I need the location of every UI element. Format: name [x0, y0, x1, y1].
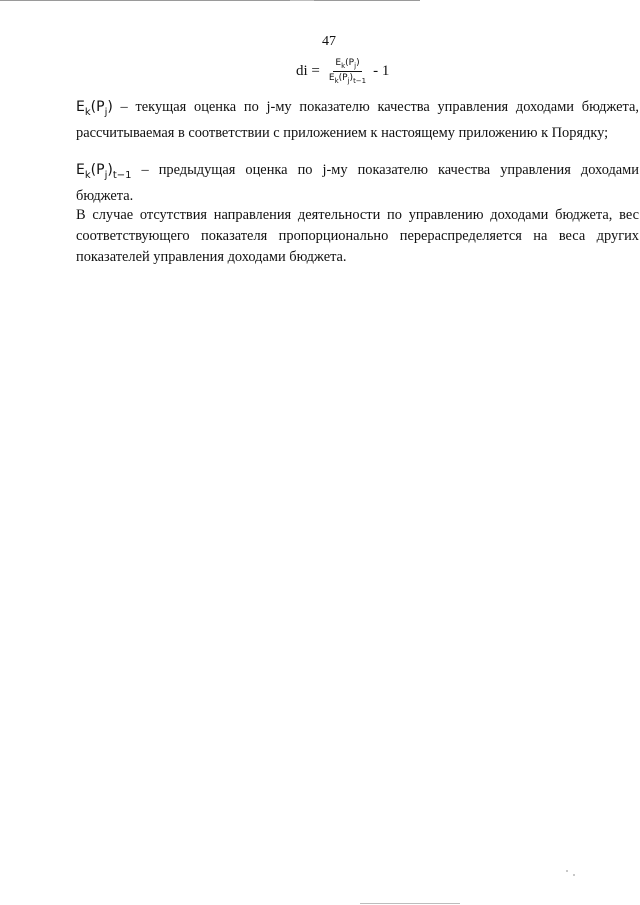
scan-top-edge	[0, 0, 420, 1]
paragraph-previous-estimate	[48, 160, 639, 207]
scan-bottom-edge	[360, 903, 460, 904]
scan-speck	[573, 874, 575, 876]
scan-top-mark	[290, 0, 314, 1]
formula-tail: - 1	[373, 62, 390, 79]
formula-lhs: di =	[296, 62, 320, 79]
formula-numerator: $E_k(P_j)$	[335, 58, 360, 70]
paragraph-weight-redistribution: В случае отсутствия направления деятельности по управлению доходами бюджета, вес соответствующего показателя пропорционально перераспределяется на веса других показателей управления доходами бюджета.	[76, 207, 639, 265]
paragraph-current-estimate	[48, 97, 639, 144]
symbol-ek-pj: $E_k(P_j)$	[76, 99, 113, 118]
formula-fraction	[329, 58, 366, 85]
symbol-ek-pj-t1: $E_k(P_j)_{t-1}$	[76, 162, 132, 181]
paragraph-text: – текущая оценка по j-му показателю качества управления доходами бюджета, рассчитываемая в соответствии с приложением к настоящему приложению к Порядку;	[76, 99, 639, 141]
scan-speck	[566, 870, 568, 872]
page-number: 47	[322, 34, 336, 49]
di-formula	[296, 58, 389, 85]
formula-denominator: $E_k(P_j)_{t-1}$	[328, 72, 367, 85]
paragraph-text: – предыдущая оценка по j-му показателю качества управления доходами бюджета.	[76, 162, 639, 204]
